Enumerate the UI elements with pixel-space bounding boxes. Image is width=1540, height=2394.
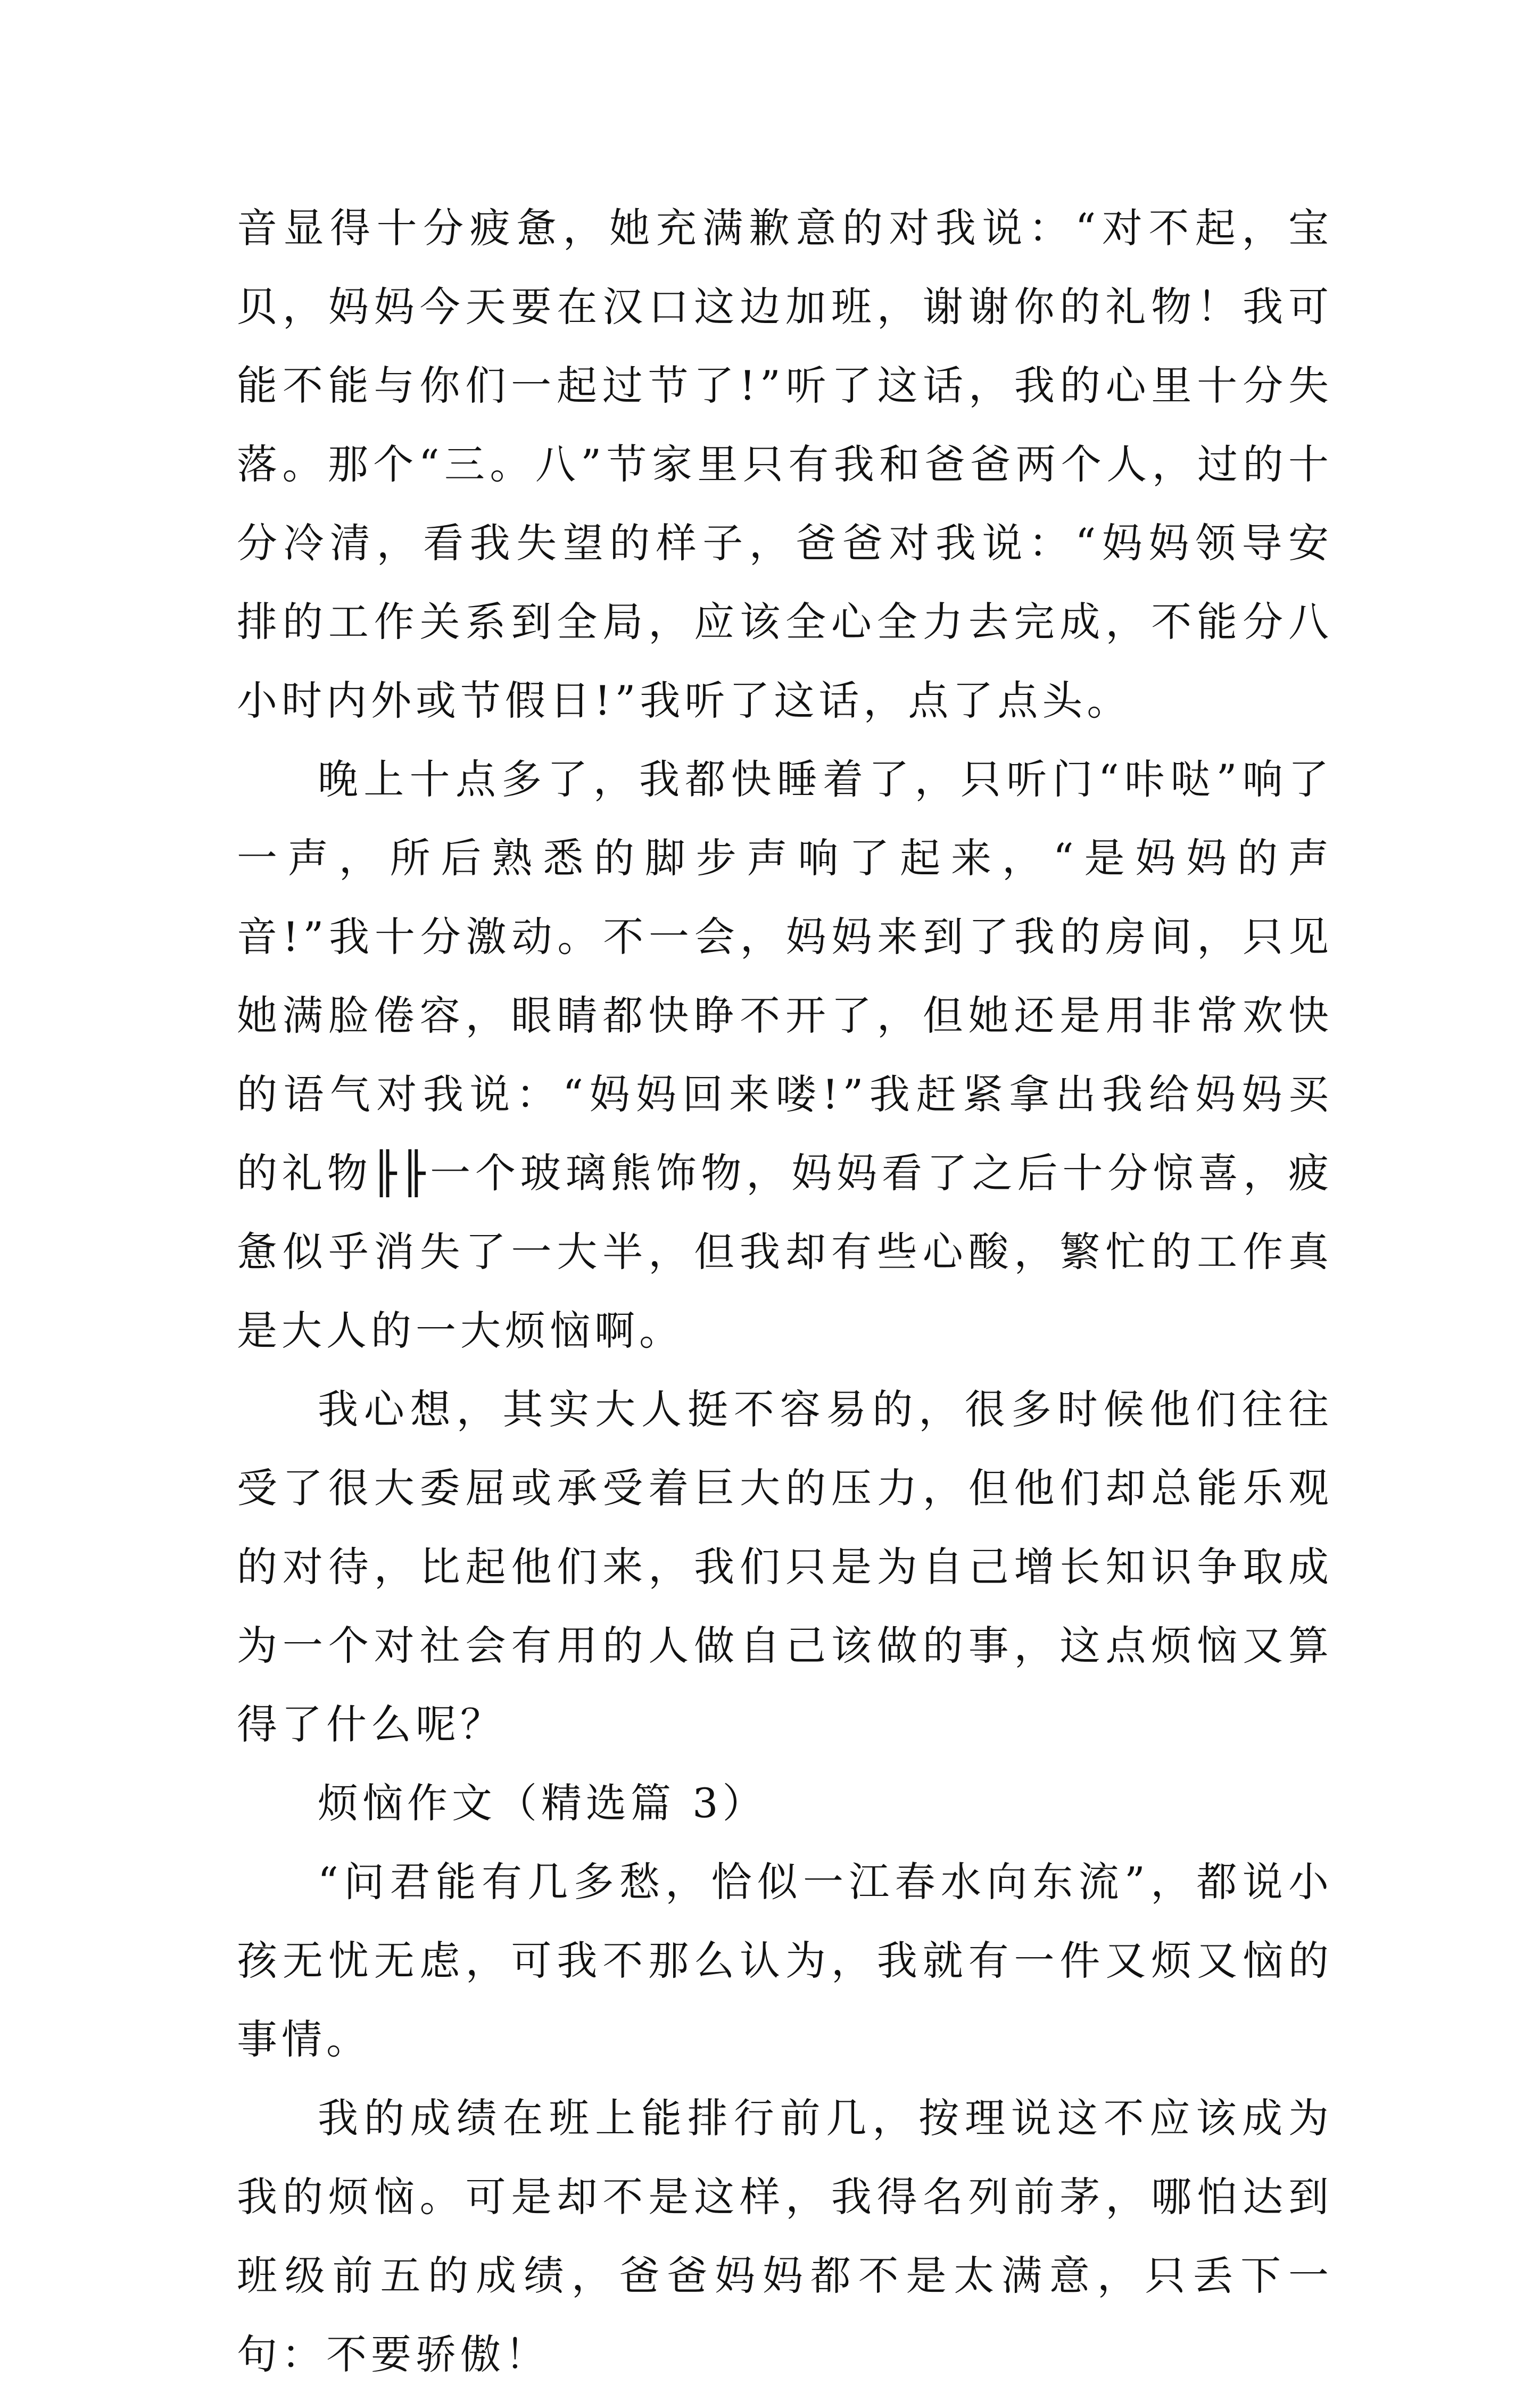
paragraph-quote-opening: “问君能有几多愁，恰似一江春水向东流”，都说小孩无忧无虑，可我不那么认为，我就有一件又烦又恼的事情。: [237, 1858, 1333, 2063]
paragraph-grades: 我的成绩在班上能排行前几，按理说这不应该成为我的烦恼。可是却不是这样，我得名列前茅，哪怕达到班级前五的成绩，爸爸妈妈都不是太满意，只丢下一句：不要骄傲！: [237, 2094, 1333, 2378]
paragraph-reflection: 我心想，其实大人挺不容易的，很多时候他们往往受了很大委屈或承受着巨大的压力，但他们却总能乐观的对待，比起他们来，我们只是为自己增长知识争取成为一个对社会有用的人做自己该做的事，这点烦恼又算得了什么呢？: [237, 1386, 1333, 1748]
document-body: [237, 189, 1333, 2394]
paragraph-continued: 音显得十分疲惫，她充满歉意的对我说：“对不起，宝贝，妈妈今天要在汉口这边加班，谢谢你的礼物！我可能不能与你们一起过节了!”听了这话，我的心里十分失落。那个“三。八”节家里只有我和爸爸两个人，过的十分冷清，看我失望的样子，爸爸对我说：“妈妈领导安排的工作关系到全局，应该全心全力去完成，不能分八小时内外或节假日!”我听了这话，点了点头。: [237, 204, 1333, 724]
paragraph-night-return: 晚上十点多了，我都快睡着了，只听门“咔哒”响了一声，所后熟悉的脚步声响了起来，“是妈妈的声音!”我十分激动。不一会，妈妈来到了我的房间，只见她满脸倦容，眼睛都快睁不开了，但她还是用非常欢快的语气对我说：“妈妈回来喽!”我赶紧拿出我给妈妈买的礼物╟╟一个玻璃熊饰物，妈妈看了之后十分惊喜，疲惫似乎消失了一大半，但我却有些心酸，繁忙的工作真是大人的一大烦恼啊。: [237, 756, 1333, 1354]
section-heading: 烦恼作文（精选篇 3）: [318, 1779, 767, 1827]
